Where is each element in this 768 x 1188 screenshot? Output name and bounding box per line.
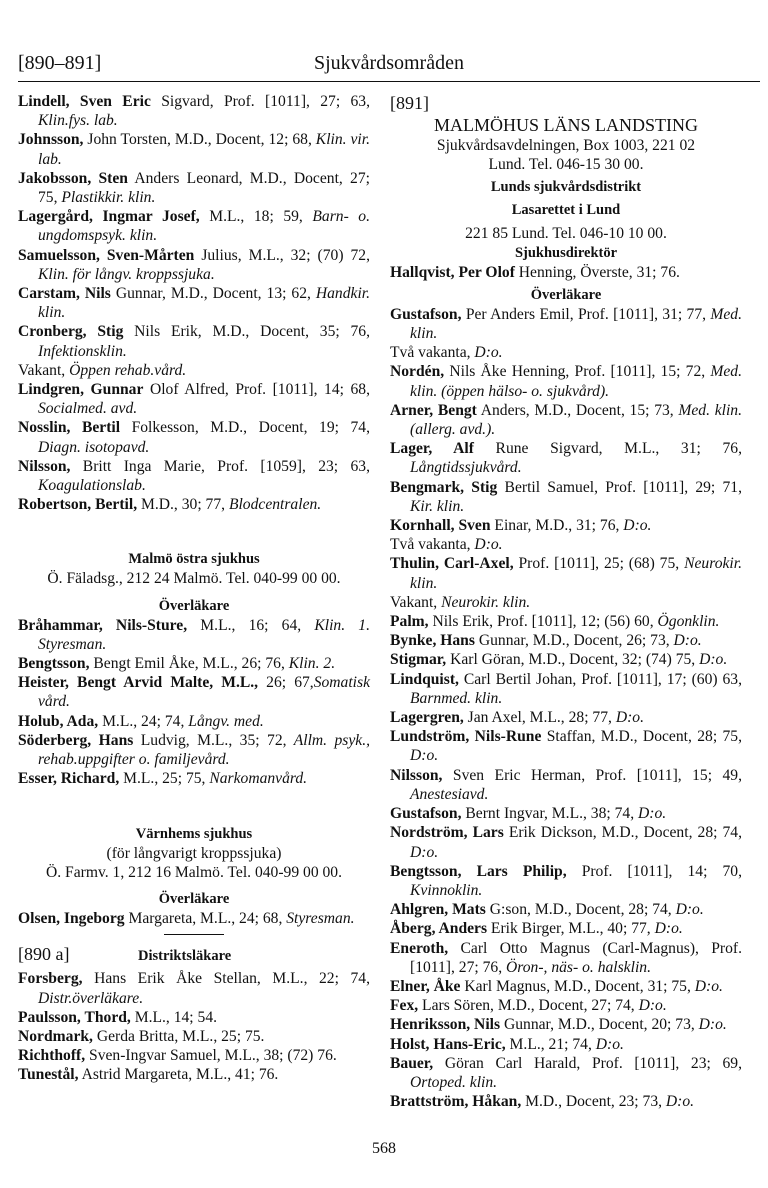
entry-name: Eneroth,: [390, 939, 449, 957]
directory-entry: [390, 1092, 742, 1111]
directory-entry: [390, 631, 742, 650]
entry-department: D:o.: [650, 920, 683, 938]
entry-details: M.D., Docent, 23; 73,: [521, 1093, 663, 1111]
directory-entry: [390, 919, 742, 938]
directory-entry: [18, 322, 370, 360]
entry-name: Lundström, Nils-Rune: [390, 728, 542, 746]
entry-department: D:o.: [591, 1035, 624, 1053]
entry-name: Elner, Åke: [390, 977, 461, 995]
page-range: [890–891]: [18, 52, 102, 74]
entry-department: Narkomanvård.: [205, 770, 308, 788]
directory-entry: [18, 418, 370, 456]
dept-line-2: Lund. Tel. 046-15 30 00.: [488, 156, 644, 174]
entry-department: D:o.: [619, 517, 652, 535]
entry-department: Klin. för långv. kroppssjuka.: [38, 265, 215, 283]
entry-details: Britt Inga Marie, Prof. [1059], 23; 63,: [70, 457, 370, 475]
entry-details: Jan Axel, M.L., 28; 77,: [463, 709, 612, 727]
directory-entry: [390, 650, 742, 669]
directory-entry: [390, 593, 742, 612]
entry-details: Nils Erik, Prof. [1011], 12; (56) 60,: [428, 613, 654, 631]
entry-name: Nordström, Lars: [390, 824, 504, 842]
entry-department: D:o.: [634, 997, 667, 1015]
entry-name: Forsberg,: [18, 970, 83, 988]
malmo-ostra-address: Ö. Fäladsg., 212 24 Malmö. Tel. 040-99 00 00.: [47, 570, 341, 588]
entry-department: Barnmed. klin.: [410, 689, 503, 707]
entry-details: Karl Göran, M.D., Docent, 32; (74) 75,: [446, 651, 696, 669]
entry-name: Thulin, Carl-Axel,: [390, 555, 514, 573]
entry-department: D:o.: [695, 651, 728, 669]
directory-entry: [18, 169, 370, 207]
entry-details: Två vakanta,: [390, 536, 471, 554]
entry-department: Med. klin. (allerg. avd.).: [410, 401, 743, 439]
entry-details: Nils Åke Henning, Prof. [1011], 15; 72,: [444, 363, 706, 381]
entry-name: Nordmark,: [18, 1027, 93, 1045]
entry-department: Klin.fys. lab.: [38, 112, 118, 130]
directory-entry: [390, 670, 742, 708]
directory-entry: [18, 769, 370, 788]
dept-line: Sjukvårdsavdelningen, Box 1003, 221 02: [436, 137, 696, 154]
entry-details: Olof Alfred, Prof. [1011], 14; 68,: [143, 381, 370, 399]
entry-details: Prof. [1011], 14; 70,: [566, 862, 742, 880]
entry-department: D:o.: [634, 805, 667, 823]
landsting-title: MALMÖHUS LÄNS LANDSTING: [433, 115, 698, 135]
entry-name: Robertson, Bertil,: [18, 496, 138, 514]
entry-details: Gunnar, M.D., Docent, 26; 73,: [474, 632, 670, 650]
entry-details: Ludvig, M.L., 35; 72,: [133, 731, 287, 749]
entry-details: Per Anders Emil, Prof. [1011], 31; 77,: [461, 305, 707, 323]
entry-details: Folkesson, M.D., Docent, 19; 74,: [120, 419, 370, 437]
page-number: 568: [372, 1140, 396, 1157]
directory-entry: [18, 731, 370, 769]
director-heading: Sjukhusdirektör: [514, 244, 618, 261]
directory-entry: [390, 343, 742, 362]
directory-entry: [390, 612, 742, 631]
entry-details: Erik Birger, M.L., 40; 77,: [487, 920, 651, 938]
entry-department: Somatisk vård.: [38, 674, 370, 711]
entry-details: M.L., 25; 75,: [119, 770, 206, 788]
entry-department: Anestesiavd.: [410, 785, 489, 803]
entry-name: Bengmark, Stig: [390, 478, 498, 496]
entry-details: Sven-Ingvar Samuel, M.L., 38; (72) 76.: [85, 1047, 337, 1065]
entry-details: Prof. [1011], 25; (68) 75,: [513, 555, 680, 573]
entry-name: Lindgren, Gunnar: [18, 381, 144, 399]
entry-details: M.L., 21; 74,: [505, 1035, 592, 1053]
entry-details: Carl Bertil Johan, Prof. [1011], 17; (60) 63,: [458, 670, 742, 688]
entry-details: Bengt Emil Åke, M.L., 26; 76,: [89, 655, 285, 673]
entry-department: Öron-, näs- o. halsklin.: [502, 958, 651, 976]
entry-details: M.L., 14; 54.: [130, 1008, 218, 1026]
entry-department: D:o.: [611, 709, 644, 727]
entry-details: Gerda Britta, M.L., 25; 75.: [92, 1027, 265, 1045]
chief-heading: Överläkare: [530, 286, 602, 303]
entry-department: Ögonklin.: [653, 613, 720, 631]
entry-department: Klin. vir. lab.: [38, 131, 370, 168]
entry-department: Långv. med.: [184, 712, 264, 730]
varnhem-entries: [18, 909, 370, 928]
entry-name: Henriksson, Nils: [390, 1016, 501, 1034]
entry-department: Ortoped. klin.: [410, 1073, 498, 1091]
directory-entry: [390, 478, 742, 516]
entry-department: D:o.: [410, 843, 439, 861]
directory-entry: [18, 909, 370, 928]
entry-details: Vakant,: [18, 361, 66, 379]
entry-details: Sven Eric Herman, Prof. [1011], 15; 49,: [442, 766, 742, 784]
entry-details: Margareta, M.L., 24; 68,: [124, 909, 283, 927]
directory-entry: [18, 380, 370, 418]
entry-name: Nosslin, Bertil: [18, 419, 121, 437]
entry-details: Karl Magnus, M.D., Docent, 31; 75,: [460, 977, 691, 995]
entry-name: Gustafson,: [390, 305, 462, 323]
entry-details: Henning, Överste, 31; 76.: [514, 263, 680, 281]
entry-department: Infektionsklin.: [38, 342, 127, 360]
varnhem-subheading: Överläkare: [158, 890, 230, 907]
directory-entry: [390, 1035, 742, 1054]
entry-department: Koagulationslab.: [38, 477, 146, 495]
directory-entry: [18, 1008, 370, 1027]
directory-entry: [18, 495, 370, 514]
entry-name: Fex,: [390, 997, 419, 1015]
entry-name: Söderberg, Hans: [18, 731, 134, 749]
entry-name: Holst, Hans-Eric,: [390, 1035, 506, 1053]
entry-department: Klin. 1. Styresman.: [38, 616, 370, 653]
directory-entry: [390, 439, 742, 477]
directory-entry: [390, 996, 742, 1015]
entry-department: Öppen rehab.vård.: [65, 361, 187, 379]
entry-department: D:o.: [669, 632, 702, 650]
entry-department: D:o.: [662, 1093, 695, 1111]
entry-name: Lindquist,: [390, 670, 459, 688]
directory-entry: [18, 654, 370, 673]
directory-entry: [390, 804, 742, 823]
entry-details: Sigvard, Prof. [1011], 27; 63,: [150, 93, 371, 110]
directory-entry: [390, 766, 742, 804]
entry-department: D:o.: [690, 977, 723, 995]
directory-entry: [18, 284, 370, 322]
entry-details: M.L., 18; 59,: [199, 208, 303, 226]
directory-entry: [390, 727, 742, 765]
entry-details: Hans Erik Åke Stellan, M.L., 22; 74,: [82, 970, 370, 988]
directory-entry: [390, 263, 742, 282]
entry-name: Samuelsson, Sven-Mårten: [18, 246, 195, 264]
directory-entry: [18, 1046, 370, 1065]
entry-department: Handkir. klin.: [38, 285, 371, 322]
entry-name: Esser, Richard,: [18, 770, 120, 788]
directory-entry: [18, 616, 370, 654]
entry-department: Kir. klin.: [410, 497, 465, 515]
entry-name: Jakobsson, Sten: [18, 169, 128, 187]
entry-details: Carl Otto Magnus (Carl-Magnus), Prof. [1011], 27; 76,: [410, 939, 742, 976]
entry-name: Paulsson, Thord,: [18, 1008, 131, 1026]
entry-details: Anders Leonard, M.D., Docent, 27; 75,: [38, 169, 370, 207]
directory-entry: [18, 457, 370, 495]
entry-details: Staffan, M.D., Docent, 28; 75,: [541, 728, 743, 746]
entry-details: Erik Dickson, M.D., Docent, 28; 74,: [503, 824, 742, 842]
directory-entry: [18, 130, 370, 168]
directory-entry: [390, 401, 742, 439]
section-891-code: [891]: [390, 93, 429, 113]
left-column: [18, 92, 370, 1085]
entry-name: Stigmar,: [390, 651, 447, 669]
entry-details: Vakant,: [390, 593, 438, 611]
entry-name: Carstam, Nils: [18, 285, 111, 303]
entry-details: Gunnar, M.D., Docent, 20; 73,: [500, 1016, 695, 1034]
directory-entry: [18, 1027, 370, 1046]
entry-department: Med. klin.: [410, 305, 742, 343]
directory-entry: [18, 92, 370, 130]
entry-department: Blodcentralen.: [225, 496, 322, 514]
entry-details: Einar, M.D., 31; 76,: [490, 517, 620, 535]
entry-details: John Torsten, M.D., Docent, 12; 68,: [83, 131, 312, 149]
entry-department: Långtidssjukvård.: [410, 459, 522, 477]
hospital-address: 221 85 Lund. Tel. 046-10 10 00.: [465, 225, 667, 243]
entry-name: Cronberg, Stig: [18, 323, 124, 341]
section-890a-header: [18, 945, 370, 966]
directory-entry: [390, 305, 742, 343]
entry-name: Brattström, Håkan,: [390, 1093, 522, 1111]
entry-name: Åberg, Anders: [390, 920, 488, 938]
directory-entry: [390, 1054, 742, 1092]
entry-details: Bertil Samuel, Prof. [1011], 29; 71,: [497, 478, 743, 496]
entry-department: D:o.: [470, 344, 503, 362]
entry-name: Nilsson,: [390, 766, 443, 784]
entry-department: D:o.: [671, 901, 704, 919]
directory-entry: [18, 673, 370, 711]
entry-department: Plastikkir. klin.: [57, 189, 156, 207]
entry-name: Holub, Ada,: [18, 712, 99, 730]
entry-department: Klin. 2.: [284, 655, 336, 673]
directory-entry: [390, 862, 742, 900]
entry-name: Nordén,: [390, 363, 445, 381]
entry-details: M.D., 30; 77,: [137, 496, 226, 514]
entry-department: Med. klin. (öppen hälso- o. sjukvård).: [410, 363, 742, 400]
section-code: [890 a]: [18, 944, 70, 965]
entry-name: Bauer,: [390, 1054, 434, 1072]
entry-details: Astrid Margareta, M.L., 41; 76.: [78, 1066, 279, 1084]
entry-details: Rune Sigvard, M.L., 31; 76,: [473, 440, 742, 458]
left-top-entries: [18, 92, 370, 514]
entry-name: Tunestål,: [18, 1066, 79, 1084]
entry-department: Neurokir. klin.: [437, 593, 531, 611]
directory-entry: [390, 823, 742, 861]
entry-details: M.L., 24; 74,: [98, 712, 185, 730]
hospital-heading: Lasarettet i Lund: [511, 202, 621, 219]
director-entry: [390, 263, 742, 282]
directory-entry: [18, 712, 370, 731]
directory-entry: [390, 362, 742, 400]
entry-name: Olsen, Ingeborg: [18, 909, 125, 927]
entry-name: Palm,: [390, 613, 429, 631]
varnhem-sub: (för långvarigt kroppssjuka): [106, 844, 282, 862]
entry-department: Allm. psyk., rehab.uppgifter o. familjevård.: [38, 731, 371, 769]
entry-details: Anders, M.D., Docent, 15; 73,: [476, 401, 674, 419]
malmo-ostra-entries: [18, 616, 370, 789]
directory-entry: [18, 246, 370, 284]
entry-details: Gunnar, M.D., Docent, 13; 62,: [110, 285, 311, 303]
entry-department: Styresman.: [282, 909, 355, 927]
directory-entry: [390, 977, 742, 996]
varnhem-address: Ö. Farmv. 1, 212 16 Malmö. Tel. 040-99 00 00.: [45, 863, 343, 881]
entry-name: Johnsson,: [18, 131, 84, 149]
entry-details: M.L., 16; 64,: [187, 616, 302, 634]
right-column: [390, 92, 742, 1111]
entry-details: Göran Carl Harald, Prof. [1011], 23; 69,: [433, 1054, 742, 1072]
section-title: Distriktsläkare: [138, 948, 232, 965]
entry-department: D:o.: [410, 747, 439, 765]
directory-entry: [390, 535, 742, 554]
entry-name: Lagergård, Ingmar Josef,: [18, 208, 200, 226]
entry-department: Kvinnoklin.: [410, 881, 483, 899]
section-divider: [164, 934, 224, 935]
directory-entry: [18, 969, 370, 1007]
running-title: Sjukvårdsområden: [314, 52, 464, 74]
entry-name: Richthoff,: [18, 1047, 86, 1065]
entry-department: Distr.överläkare.: [38, 989, 144, 1007]
chief-physician-entries: [390, 305, 742, 1112]
page-header: [18, 52, 760, 82]
directory-entry: [390, 1015, 742, 1034]
entry-name: Kornhall, Sven: [390, 517, 491, 535]
varnhem-heading: Värnhems sjukhus: [135, 825, 253, 842]
directory-entry: [390, 939, 742, 977]
entry-details: Julius, M.L., 32; (70) 72,: [194, 246, 370, 264]
malmo-ostra-subheading: Överläkare: [158, 597, 230, 614]
directory-entry: [18, 361, 370, 380]
entry-name: Hallqvist, Per Olof: [390, 263, 515, 281]
directory-entry: [390, 516, 742, 535]
directory-entry: [390, 554, 742, 592]
entry-name: Bengtsson, Lars Philip,: [390, 862, 567, 880]
entry-name: Bengtsson,: [18, 655, 90, 673]
directory-entry: [390, 900, 742, 919]
directory-entry: [18, 1065, 370, 1084]
entry-name: Nilsson,: [18, 457, 71, 475]
directory-entry: [18, 207, 370, 245]
entry-details: G:son, M.D., Docent, 28; 74,: [485, 901, 672, 919]
entry-department: Diagn. isotopavd.: [38, 438, 150, 456]
district-heading: Lunds sjukvårdsdistrikt: [490, 179, 642, 196]
malmo-ostra-heading: Malmö östra sjukhus: [128, 551, 260, 568]
entry-department: D:o.: [694, 1016, 727, 1034]
entry-name: Bynke, Hans: [390, 632, 475, 650]
directory-entry: [390, 708, 742, 727]
entry-department: Barn- o. ungdomspsyk. klin.: [38, 208, 371, 245]
entry-name: Lagergren,: [390, 709, 464, 727]
entry-name: Arner, Bengt: [390, 401, 477, 419]
entry-name: Ahlgren, Mats: [390, 901, 486, 919]
entry-details: Bernt Ingvar, M.L., 38; 74,: [461, 805, 635, 823]
entry-name: Gustafson,: [390, 805, 462, 823]
entry-name: Lindell, Sven Eric: [18, 93, 151, 110]
entry-department: Socialmed. avd.: [38, 400, 138, 418]
district-doctor-entries: [18, 969, 370, 1084]
entry-details: Lars Sören, M.D., Docent, 27; 74,: [418, 997, 635, 1015]
entry-name: Bråhammar, Nils-Sture,: [18, 616, 188, 634]
entry-department: Neurokir. klin.: [410, 555, 742, 592]
entry-details: Nils Erik, M.D., Docent, 35; 76,: [123, 323, 370, 341]
entry-details: 26; 67,: [258, 674, 314, 692]
entry-name: Heister, Bengt Arvid Malte, M.L.,: [18, 674, 259, 692]
entry-name: Lager, Alf: [390, 440, 474, 458]
entry-department: D:o.: [470, 536, 503, 554]
entry-details: Två vakanta,: [390, 344, 471, 362]
